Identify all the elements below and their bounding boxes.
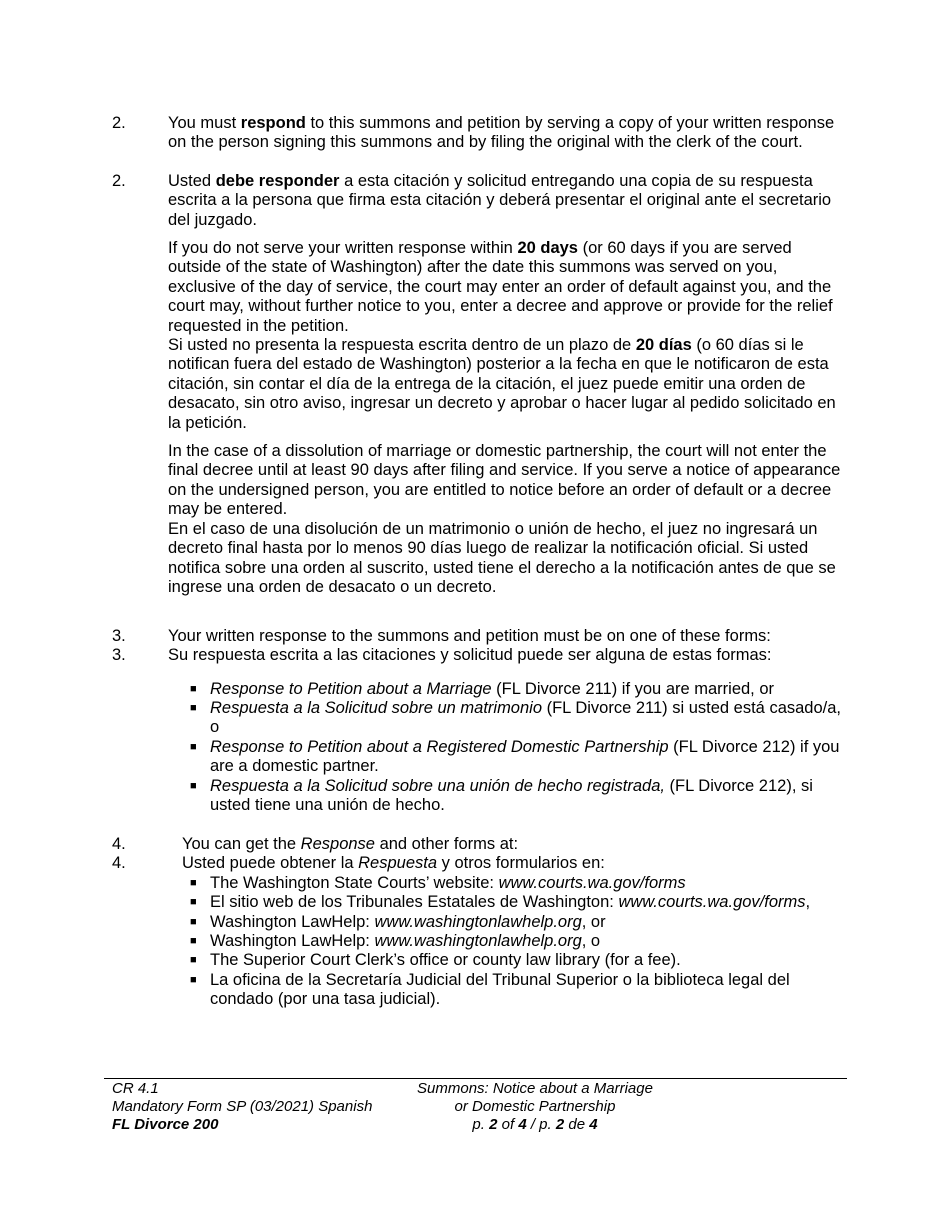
footer-court-rule: CR 4.1 [112, 1080, 159, 1097]
footer-page-number: p. 2 of 4 / p. 2 de 4 [472, 1116, 598, 1133]
item-number: 2. [112, 172, 126, 190]
item-text: Su respuesta escrita a las citaciones y solicitud puede ser alguna de estas formas: [168, 646, 772, 664]
footer-form-version: Mandatory Form SP (03/2021) Spanish [112, 1098, 373, 1115]
bullet-icon: ■ [190, 974, 197, 986]
bullet-icon: ■ [190, 780, 197, 792]
default-paragraph-english: If you do not serve your written response within 20 days (or 60 days if you are served outside of the state of Washington) after the date this summons was served on you, exclusive of the day of service, the court may enter an order of default against you, and the court may, without further notice to you, enter a decree and approve or provide for the relief requested in the petition. [168, 239, 833, 335]
item-number: 3. [112, 646, 126, 664]
footer-form-id: FL Divorce 200 [112, 1116, 219, 1133]
bullet-icon: ■ [190, 741, 197, 753]
item-text: You must respond to this summons and petition by serving a copy of your written response on the person signing this summons and by filing the original with the clerk of the court. [168, 114, 835, 152]
bullet-icon: ■ [190, 935, 197, 947]
bullet-icon: ■ [190, 916, 197, 928]
footer-form-title: Summons: Notice about a Marriage or Domestic Partnership p. 2 of 4 / p. 2 de 4 [380, 1080, 690, 1134]
dissolution-paragraph-english: In the case of a dissolution of marriage or domestic partnership, the court will not enter the final decree until at least 90 days after filing and service. If you serve a notice of appearance on the undersigned person, you are entitled to notice before an order of default or a decree may be entered. [168, 442, 841, 519]
dissolution-paragraph-spanish: En el caso de una disolución de un matrimonio o unión de hecho, el juez no ingresará un decreto final hasta por lo menos 90 días luego de realizar la notificación oficial. Si usted notifica sobre una orden al suscrito, usted tiene el derecho a la notificación antes de que se ingrese una orden de desacato o un decreto. [168, 520, 836, 597]
bullet-icon: ■ [190, 877, 197, 889]
bullet-icon: ■ [190, 954, 197, 966]
footer-form-info [112, 1080, 372, 1134]
item-number: 4. [112, 835, 126, 853]
item-text: Your written response to the summons and petition must be on one of these forms: [168, 627, 771, 645]
item-number: 3. [112, 627, 126, 645]
item-text: You can get the Response and other forms at: [182, 835, 519, 853]
item-text: Usted debe responder a esta citación y solicitud entregando una copia de su respuesta escrita a la persona que firma esta citación y deberá presentar el original ante el secretario del juzgado. [168, 172, 832, 229]
bullet-icon: ■ [190, 702, 197, 714]
footer-divider [104, 1078, 847, 1079]
bullet-icon: ■ [190, 896, 197, 908]
item-text: Usted puede obtener la Respuesta y otros formularios en: [182, 854, 605, 872]
document-page: 2. You must respond to this summons and petition by serving a copy of your written response on the person signing this summons and by filing the original with the clerk of the court. 2. Usted debe responder a esta citación y solicitud entregando una copia de su respuesta escrita a la persona que firma esta citación y deberá presentar el original ante el secretario del juzgado. If you do not serve your written response within 20 days (or 60 days if you are served outside of the state of Washington) after the date this summons was served on you, exclusive of the day of service, the court may enter an order of default against you, and the court may, without further notice to you, enter a decree and approve or provide for the relief requested in the petition. Si usted no presenta la respuesta escrita dentro de un plazo de 20 días (o 60 días si le notifican fuera del estado de Washington) posterior a la fecha en que le notificaron de esta citación, sin contar el día de la entrega de la citación, el juez puede emitir una orden de desacato, sin otro aviso, ingresar un decreto y aprobar o hacer lugar al pedido solicitado en la petición. In the case of a dissolution of marriage or domestic partnership, the court will not enter the final decree until at least 90 days after filing and service. If you serve a notice of appearance on the undersigned person, you are entitled to notice before an order of default or a decree may be entered. En el caso de una disolución de un matrimonio o unión de hecho, el juez no ingresará un decreto final hasta por lo menos 90 días luego de realizar la notificación oficial. Si usted notifica sobre una orden al suscrito, usted tiene el derecho a la notificación antes de que se ingrese una orden de desacato o un decreto. 3. Your written response to the summons and petition must be on one of these forms: 3. Su respuesta escrita a las citaciones y solicitud puede ser alguna de estas formas: ■ Response to Petition about a Marriage (FL Divorce 211) if you are married, or ■ Respuesta a la Solicitud sobre un matrimonio (FL Divorce 211) si usted está casado/a, o ■ Response to Petition about a Registered Domestic Partnership (FL Divorce 212) if you are a domestic partner. ■ Respuesta a la Solicitud sobre una unión de hecho registrada, (FL Divorce 212), si usted tiene una unión de hecho. 4. You can get the Response and other forms at: 4. Usted puede obtener la Respuesta y otros formularios en: ■ The Washington State Courts’ website: www.courts.wa.gov/forms ■ El sitio web de los Tribunales Estatales de Washington: www.courts.wa.gov/forms, ■ Washington LawHelp: www.washingtonlawhelp.org, or ■ Washington LawHelp: www.washingtonlawhelp.org, o ■ The Superior Court Clerk’s office or county law library (for a fee). ■ La oficina de la Secretaría Judicial del Tribunal Superior o la biblioteca legal del condado (por una tasa judicial). CR 4.1 Mandatory Form SP (03/2021) Spanish FL Divorce 200 Summons: Notice about a Marriage or Domestic Partnership p. 2 of 4 / p. 2 de 4 [0, 0, 950, 1230]
default-paragraph-spanish: Si usted no presenta la respuesta escrita dentro de un plazo de 20 días (o 60 días si le notifican fuera del estado de Washington) posterior a la fecha en que le notificaron de esta citación, sin contar el día de la entrega de la citación, el juez puede emitir una orden de desacato, sin otro aviso, ingresar un decreto y aprobar o hacer lugar al pedido solicitado en la petición. [168, 336, 836, 432]
item-number: 4. [112, 854, 126, 872]
item-number: 2. [112, 114, 126, 132]
bullet-icon: ■ [190, 683, 197, 695]
